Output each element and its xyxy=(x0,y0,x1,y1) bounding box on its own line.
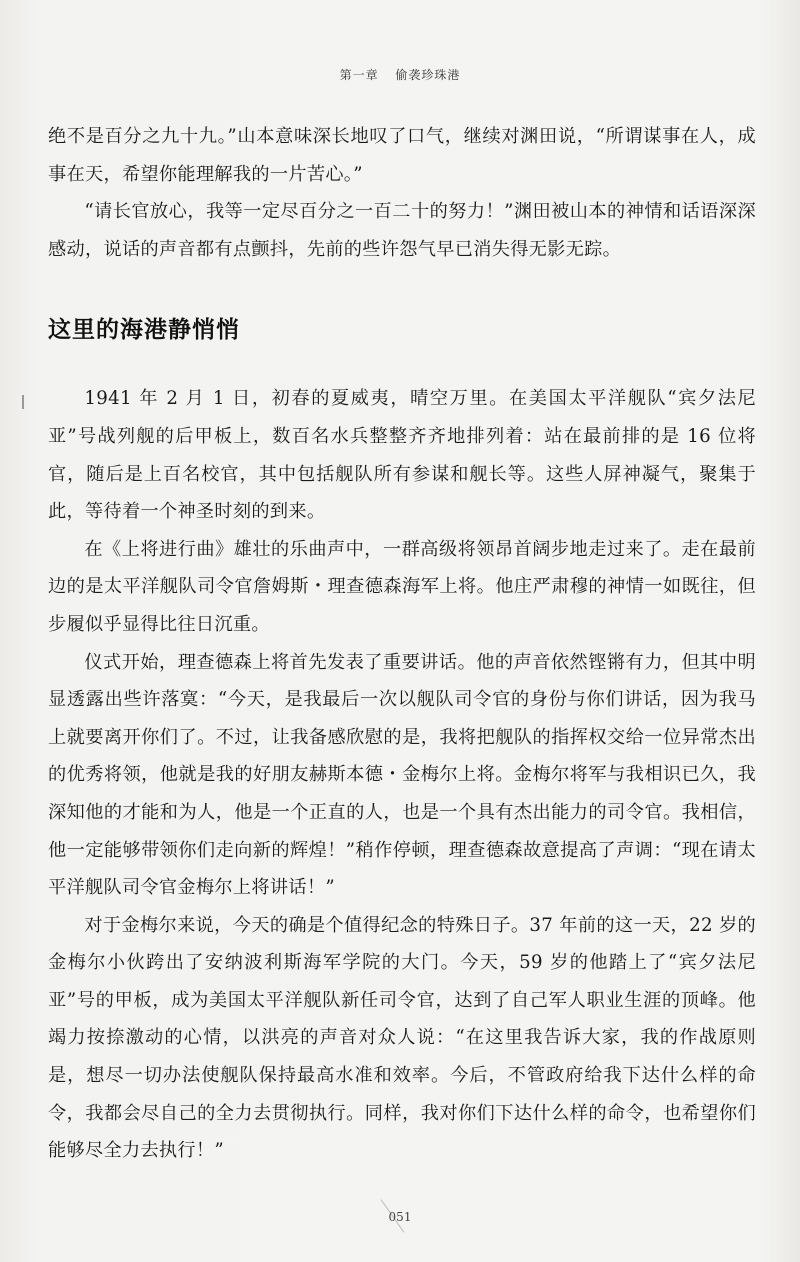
paragraph: “请长官放心，我等一定尽百分之一百二十的努力！”渊田被山本的神情和话语深深感动，说话的声音都有点颤抖，先前的些许怨气早已消失得无影无踪。 xyxy=(48,201,756,260)
paragraph: 仪式开始，理查德森上将首先发表了重要讲话。他的声音依然铿锵有力，但其中明显透露出些许落寞：“今天，是我最后一次以舰队司令官的身份与你们讲话，因为我马上就要离开你们了。不过，让我备感欣慰的是，我将把舰队的指挥权交给一位异常杰出的优秀将领，他就是我的好朋友赫斯本德・金梅尔上将。金梅尔将军与我相识已久，我深知他的才能和为人，他是一个正直的人，也是一个具有杰出能力的司令官。我相信，他一定能够带领你们走向新的辉煌！”稍作停顿，理查德森故意提高了声调：“现在请太平洋舰队司令官金梅尔上将讲话！” xyxy=(48,651,756,899)
paragraph: 1941 年 2 月 1 日，初春的夏威夷，晴空万里。在美国太平洋舰队“宾夕法尼亚”号战列舰的后甲板上，数百名水兵整整齐齐地排列着：站在最前排的是 16 位将官，随后是上百名校官，其中包括舰队所有参谋和舰长等。这些人屏神凝气，聚集于此，等待着一个神圣时刻的到来。 xyxy=(48,388,756,523)
paragraph: 在《上将进行曲》雄壮的乐曲声中，一群高级将领昂首阔步地走过来了。走在最前边的是太平洋舰队司令官詹姆斯・理查德森海军上将。他庄严肃穆的神情一如既往，但步履似乎显得比往日沉重。 xyxy=(48,538,756,635)
page-number: 051 xyxy=(388,1210,412,1224)
paragraph: 对于金梅尔来说，今天的确是个值得纪念的特殊日子。37 年前的这一天，22 岁的金梅尔小伙跨出了安纳波利斯海军学院的大门。今天，59 岁的他踏上了“宾夕法尼亚”号的甲板，成为美国太平洋舰队新任司令官，达到了自己军人职业生涯的顶峰。他竭力按捺激动的心情，以洪亮的声音对众人说：“在这里我告诉大家，我的作战原则是，想尽一切办法使舰队保持最高水准和效率。今后，不管政府给我下达什么样的命令，我都会尽自己的全力去贯彻执行。同样，我对你们下达什么样的命令，也希望你们能够尽全力去执行！” xyxy=(48,914,756,1162)
running-header xyxy=(0,66,800,83)
chapter-title: 偷袭珍珠港 xyxy=(395,68,461,82)
section-heading: 这里的海港静悄悄 xyxy=(48,317,240,344)
scan-mark xyxy=(22,395,24,409)
chapter-label: 第一章 xyxy=(339,68,379,82)
page-body xyxy=(48,118,756,1170)
paragraph-continued: 绝不是百分之九十九。”山本意味深长地叹了口气，继续对渊田说，“所谓谋事在人，成事在天，希望你能理解我的一片苦心。” xyxy=(48,126,756,185)
